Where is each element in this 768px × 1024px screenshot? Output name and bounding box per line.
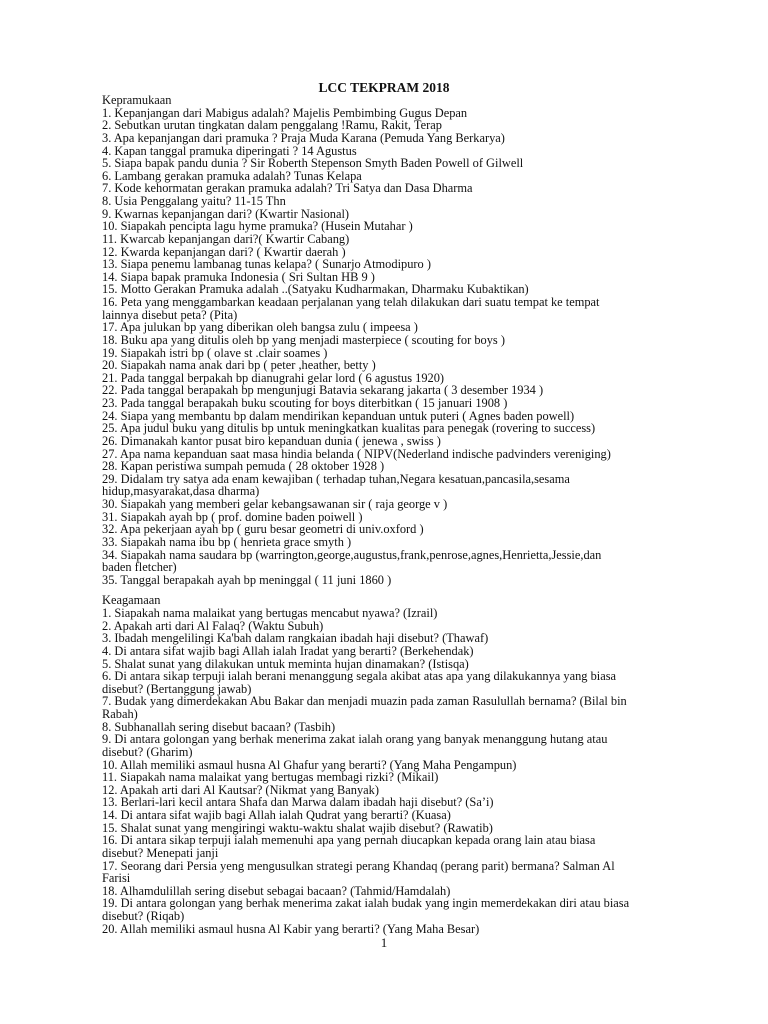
question-line: 28. Kapan peristiwa sumpah pemuda ( 28 oktober 1928 ): [102, 459, 385, 474]
question-line: 29. Didalam try satya ada enam kewajiban ( terhadap tuhan,Negara kesatuan,pancasila,sesama: [102, 471, 570, 486]
question-line: 17. Apa julukan bp yang diberikan oleh bangsa zulu ( impeesa ): [102, 320, 418, 335]
question-line: 18. Buku apa yang ditulis oleh bp yang menjadi masterpiece ( scouting for boys ): [102, 332, 505, 347]
question-line: 23. Pada tanggal berapakah buku scouting for boys diterbitkan ( 15 januari 1908 ): [102, 396, 508, 410]
question-line: 20. Allah memiliki asmaul husna Al Kabir yang berarti? (Yang Maha Besar): [102, 921, 480, 936]
question-list: [102, 107, 650, 587]
question-line: 9. Di antara golongan yang berhak menerima zakat ialah orang yang banyak menanggung hutang atau: [102, 732, 608, 747]
question-line: 13. Siapa penemu lambanag tunas kelapa? ( Sunarjo Atmodipuro ): [102, 257, 431, 272]
question-line: baden fletcher): [102, 560, 177, 575]
question-line: 26. Dimanakah kantor pusat biro kepanduan dunia ( jenewa , swiss ): [102, 433, 441, 448]
question-line: 15. Shalat sunat yang mengiringi waktu-waktu shalat wajib disebut? (Rawatib): [102, 820, 493, 835]
question-line: 12. Apakah arti dari Al Kautsar? (Nikmat yang Banyak): [102, 782, 379, 797]
question-line: 4. Di antara sifat wajib bagi Allah ialah Iradat yang berarti? (Berkehendak): [102, 643, 474, 658]
question-line: Rabah): [102, 707, 138, 721]
section-heading: Keagamaan: [102, 593, 161, 608]
question-line: 21. Pada tanggal berpakah bp dianugrahi gelar lord ( 6 agustus 1920): [102, 370, 445, 385]
question-line: 8. Usia Penggalang yaitu? 11-15 Thn: [102, 194, 286, 208]
question-line: 31. Siapakah ayah bp ( prof. domine baden poiwell ): [102, 509, 363, 524]
question-line: 5. Shalat sunat yang dilakukan untuk meminta hujan dinamakan? (Istisqa): [102, 656, 469, 671]
question-line: 14. Di antara sifat wajib bagi Allah ialah Qudrat yang berarti? (Kuasa): [102, 808, 451, 822]
question-line: lainnya disebut peta? (Pita): [102, 307, 238, 322]
question-line: 11. Siapakah nama malaikat yang bertugas membagi rizki? (Mikail): [102, 770, 439, 785]
question-line: 10. Allah memiliki asmaul husna Al Ghafur yang berarti? (Yang Maha Pengampun): [102, 757, 517, 772]
question-line: 11. Kwarcab kepanjangan dari?( Kwartir Cabang): [102, 231, 350, 246]
question-line: 4. Kapan tanggal pramuka diperingati ? 14 Agustus: [102, 143, 357, 158]
question-line: disebut? Menepati janji: [102, 845, 219, 860]
question-line: 12. Kwarda kepanjangan dari? ( Kwartir daerah ): [102, 244, 346, 259]
question-line: 35. Tanggal berapakah ayah bp meninggal ( 11 juni 1860 ): [102, 572, 392, 587]
question-line: 32. Apa pekerjaan ayah bp ( guru besar geometri di univ.oxford ): [102, 522, 424, 537]
question-line: 7. Budak yang dimerdekakan Abu Bakar dan menjadi muazin pada zaman Rasulullah bernama? (Bilal bin: [102, 694, 627, 709]
question-line: 25. Apa judul buku yang ditulis bp untuk meningkatkan kualitas para penegak (rovering to success): [102, 421, 596, 436]
question-line: 33. Siapakah nama ibu bp ( henrieta grace smyth ): [102, 534, 352, 549]
question-line: Farisi: [102, 871, 131, 886]
question-line: 10. Siapakah pencipta lagu hyme pramuka? (Husein Mutahar ): [102, 219, 413, 234]
question-line: 1. Siapakah nama malaikat yang bertugas mencabut nyawa? (Izrail): [102, 606, 438, 620]
question-line: 2. Apakah arti dari Al Falaq? (Waktu Subuh): [102, 618, 324, 633]
question-line: hidup,masyarakat,dasa dharma): [102, 484, 260, 499]
question-line: 19. Siapakah istri bp ( olave st .clair soames ): [102, 345, 328, 360]
question-line: 22. Pada tanggal berapakah bp mengunjugi Batavia sekarang jakarta ( 3 desember 1934 ): [102, 383, 544, 398]
question-line: 16. Peta yang menggambarkan keadaan perjalanan yang telah dilakukan dari suatu tempat ke tempat: [102, 295, 600, 309]
question-line: 2. Sebutkan urutan tingkatan dalam penggalang !Ramu, Rakit, Terap: [102, 118, 442, 133]
section-heading: Kepramukaan: [102, 93, 172, 107]
question-line: 6. Lambang gerakan pramuka adalah? Tunas Kelapa: [102, 168, 362, 183]
section-kepramukaan: [102, 94, 650, 586]
question-line: 9. Kwarnas kepanjangan dari? (Kwartir Nasional): [102, 206, 350, 221]
question-line: 17. Seorang dari Persia yeng mengusulkan strategi perang Khandaq (perang parit) bermana? Salman Al: [102, 858, 615, 873]
question-list: [102, 607, 650, 935]
question-line: 30. Siapakah yang memberi gelar kebangsawanan sir ( raja george v ): [102, 497, 448, 511]
question-line: 3. Apa kepanjangan dari pramuka ? Praja Muda Karana (Pemuda Yang Berkarya): [102, 130, 505, 145]
question-line: 24. Siapa yang membantu bp dalam mendirikan kepanduan untuk puteri ( Agnes baden powell): [102, 408, 575, 423]
question-line: 16. Di antara sikap terpuji ialah memenuhi apa yang pernah diucapkan kepada orang lain atau biasa: [102, 833, 596, 848]
question-line: 15. Motto Gerakan Pramuka adalah ..(Satyaku Kudharmakan, Dharmaku Kubaktikan): [102, 282, 529, 297]
document-title: LCC TEKPRAM 2018: [318, 80, 450, 95]
question-line: 34. Siapakah nama saudara bp (warrington,george,augustus,frank,penrose,agnes,Henrietta,Jessie,dan: [102, 547, 602, 562]
question-line: disebut? (Gharim): [102, 744, 193, 759]
question-line: 14. Siapa bapak pramuka Indonesia ( Sri Sultan HB 9 ): [102, 269, 375, 284]
question-line: 27. Apa nama kepanduan saat masa hindia belanda ( NIPV(Nederland indische padvinders vereniging): [102, 446, 611, 461]
section-keagamaan: [102, 594, 650, 935]
question-line: 8. Subhanallah sering disebut bacaan? (Tasbih): [102, 719, 336, 734]
question-line: 1. Kepanjangan dari Mabigus adalah? Majelis Pembimbing Gugus Depan: [102, 105, 468, 120]
question-line: 7. Kode kehormatan gerakan pramuka adalah? Tri Satya dan Dasa Dharma: [102, 181, 473, 196]
question-line: 19. Di antara golongan yang berhak menerima zakat ialah budak yang ingin memerdekakan diri atau biasa: [102, 896, 630, 911]
question-line: 5. Siapa bapak pandu dunia ? Sir Roberth Stepenson Smyth Baden Powell of Gilwell: [102, 156, 524, 171]
question-line: 20. Siapakah nama anak dari bp ( peter ,heather, betty ): [102, 358, 376, 373]
question-line: 18. Alhamdulillah sering disebut sebagai bacaan? (Tahmid/Hamdalah): [102, 883, 451, 898]
document-body: [102, 94, 650, 935]
question-line: 3. Ibadah mengelilingi Ka'bah dalam rangkaian ibadah haji disebut? (Thawaf): [102, 631, 489, 646]
question-line: disebut? (Bertanggung jawab): [102, 681, 252, 696]
question-line: 13. Berlari-lari kecil antara Shafa dan Marwa dalam ibadah haji disebut? (Sa’i): [102, 795, 494, 810]
question-line: disebut? (Riqab): [102, 909, 185, 923]
question-line: 6. Di antara sikap terpuji ialah berani menanggung segala akibat atas apa yang dilakukannya yang biasa: [102, 669, 617, 684]
page-number: 1: [380, 935, 388, 950]
